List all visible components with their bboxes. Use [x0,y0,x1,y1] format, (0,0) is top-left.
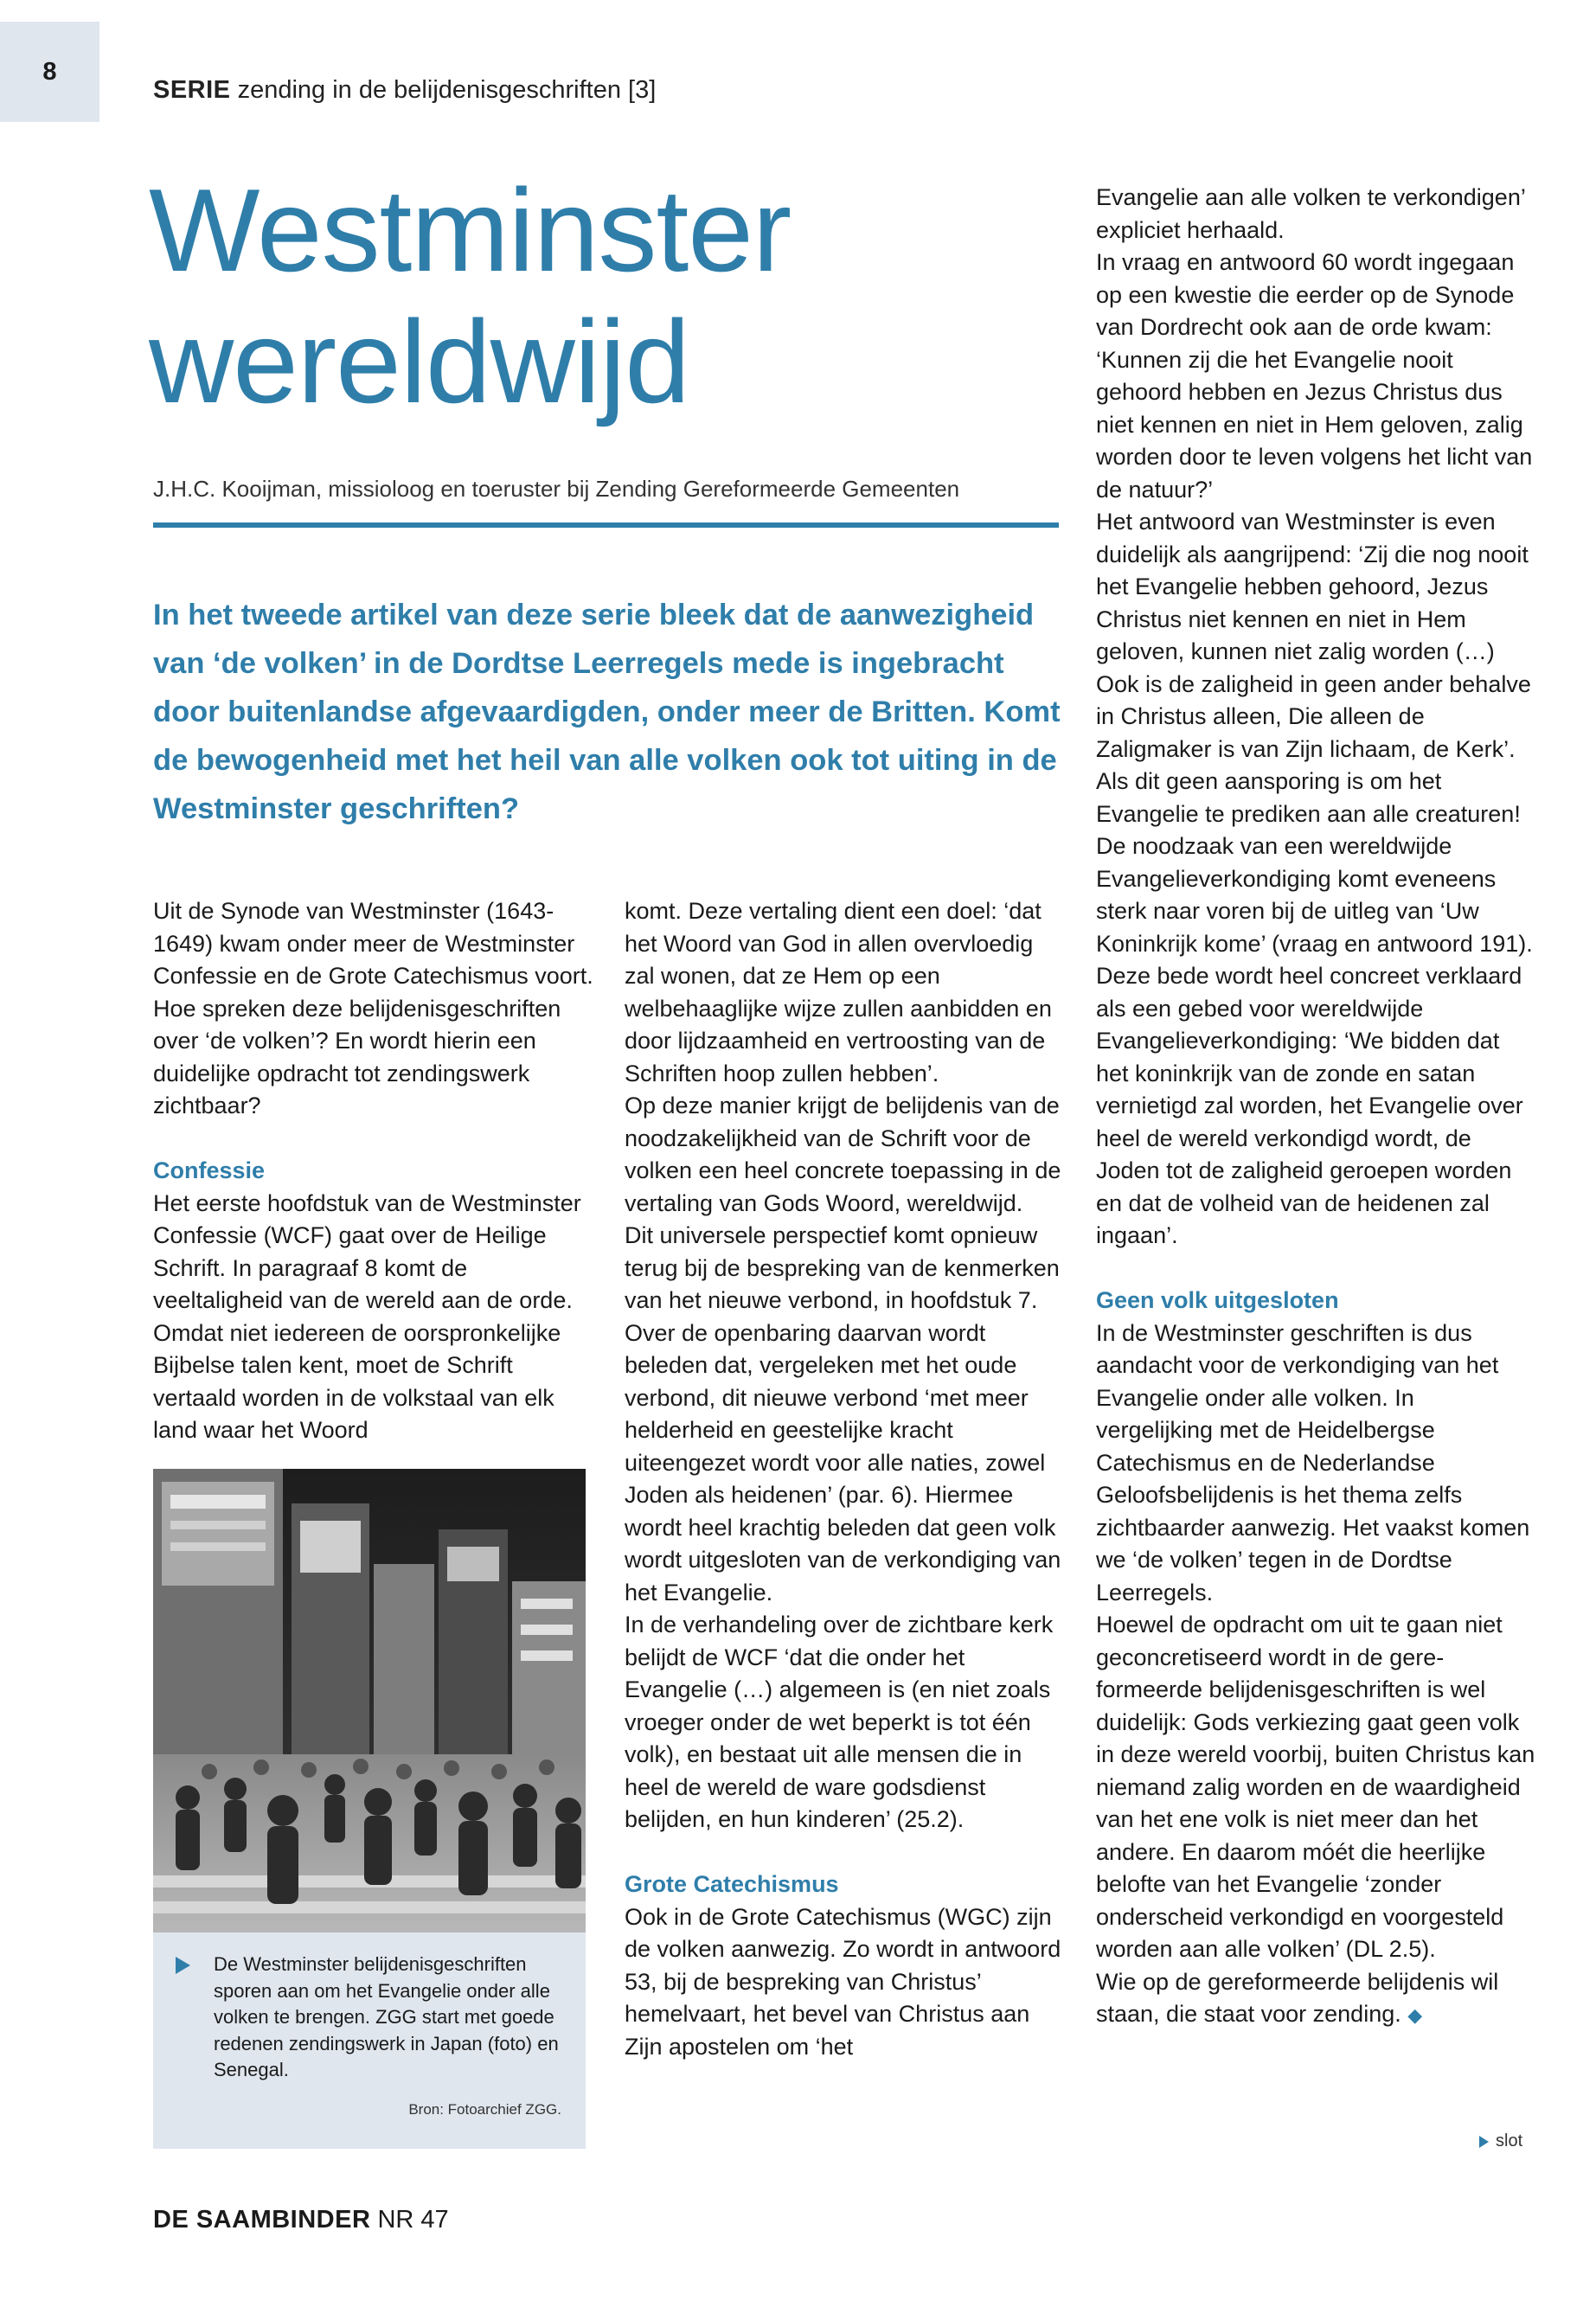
article-title [149,164,1066,427]
photo-caption-box [153,1932,586,2149]
paragraph: Ook in de Grote Catechismus (WGC) zijn de volken aanwezig. Zo wordt in antwoord 53, bij de bespreking van Christus’ hemelvaart, het bevel van Christus aan Zijn apostelen om ‘het [625,1903,1061,2060]
paragraph: In de verhandeling over de zichtbare kerk belijdt de WCF ‘dat die onder het Evangelie (…) algemeen is (en niet zoals vroeger onder de wet beperkt is tot één volk), en bestaat uit alle mensen die in heel de wereld de ware godsdienst belijden, en hun kinderen’ (25.2). [625,1612,1054,1832]
intro-paragraph: Uit de Synode van Westminster (1643-1649) kwam onder meer de Westminster Confessie en de Grote Catechismus voort. Hoe spreken deze belijdenisgeschriften over ‘de volken’? En wordt hierin een duidelijke opdracht tot zendingswerk zichtbaar? [153,898,593,1118]
photo-caption: De Westminster belijdenisgeschriften sporen aan om het Evangelie onder alle volken te brengen. ZGG start met goede redenen zendingswerk in Japan (foto) en Senegal. [214,1953,559,2080]
section-heading-catechismus: Grote Catechismus [625,1871,839,1897]
title-line-2: wereldwijd [149,296,689,427]
continuation-label: slot [1496,2131,1523,2150]
issue-number: NR 47 [377,2206,449,2234]
continuation-arrow-icon [1479,2136,1489,2148]
paragraph: Evangelie aan alle volken te verkondigen’ expliciet herhaald. [1096,184,1525,243]
page-number: 8 [0,22,99,122]
photo-image [153,1469,586,1932]
section-heading-confessie: Confessie [153,1157,266,1183]
footer [153,2206,449,2234]
continuation-marker [1479,2131,1522,2151]
photo-credit: Bron: Fotoarchief ZGG. [408,2101,561,2118]
end-mark-icon: ◆ [1407,2004,1423,2026]
lead-paragraph: In het tweede artikel van deze serie bleek dat de aanwezigheid van ‘de volken’ in de Dordtse Leerregels mede is ingebracht door buitenlandse afgevaardigden, onder meer de Britten. Komt de bewogenheid met het heil van alle volken ook tot uiting in de Westminster geschriften? [153,599,1061,825]
magazine-name: DE SAAMBINDER [153,2206,371,2234]
paragraph: In vraag en antwoord 60 wordt ingegaan op een kwestie die eerder op de Synode van Dordrecht ook aan de orde kwam: ‘Kunnen zij die het Evangelie nooit gehoord hebben en Jezus Christus dus niet kennen en niet in Hem geloven, zalig worden door te leven volgens het licht van de natuur?’ [1096,249,1533,503]
section-heading-geen-volk: Geen volk uitgesloten [1096,1287,1339,1313]
paragraph: Hoewel de opdracht om uit te gaan niet geconcretiseerd wordt in de gereformeerde belijdenisgeschriften is wel duidelijk: Gods verkiezing gaat geen volk in deze wereld voorbij, buiten Christus kan niemand zalig worden en de waardigheid van het ene volk is niet meer dan het andere. En daarom móét die heerlijke belofte van het Evangelie ‘zonder onderscheid verkondigd en voorgesteld worden aan alle volken’ (DL 2.5). [1096,1612,1535,1962]
photo-japan-street [153,1469,586,1932]
paragraph: Dit universele perspectief komt opnieuw terug bij de bespreking van de kenmerken van het nieuwe verbond, in hoofdstuk 7. Over de openbaring daarvan wordt beleden dat, vergeleken met het oude verbond, dit nieuwe verbond ‘met meer helderheid en geestelijke kracht uiteengezet wordt voor alle naties, zowel Joden als heidenen’ (par. 6). Hiermee wordt heel krachtig beleden dat geen volk wordt uitgesloten van de verkondiging van het Evangelie. [625,1222,1061,1606]
paragraph: De noodzaak van een wereldwijde Evangelieverkondiging komt eveneens sterk naar voren bij de uitleg van ‘Uw Koninkrijk kome’ (vraag en antwoord 191). Deze bede wordt heel concreet verklaard als een gebed voor wereldwijde Evangelieverkondiging: ‘We bidden dat het koninkrijk van de zonde en satan vernietigd zal worden, het Evangelie over heel de wereld verkondigd wordt, de Joden tot de zaligheid geroepen worden en dat de volheid van de heidenen zal ingaan’. [1096,833,1533,1248]
closing-paragraph [1096,1966,1537,2032]
column-3 [1096,182,1537,2032]
caption-arrow-icon [176,1957,190,1974]
column-1 [153,895,594,1447]
paragraph: komt. Deze vertaling dient een doel: ‘dat het Woord van God in allen overvloedig zal wonen, dat ze Hem op een welbehaaglijke wijze zullen aanbidden en door lijdzaamheid en vertroosting van de Schriften hoop zullen hebben’. [625,898,1052,1086]
title-line-1: Westminster [149,164,792,296]
series-label: SERIE [153,76,231,104]
paragraph: Op deze manier krijgt de belijdenis van de noodzakelijkheid van de Schrift voor de volken een heel concrete toepassing in de vertaling van Gods Woord, wereldwijd. [625,1093,1061,1216]
paragraph: Het eerste hoofdstuk van de Westminster Confessie (WCF) gaat over de Heilige Schrift. In paragraaf 8 komt de veeltaligheid van de wereld aan de orde. Omdat niet iedereen de oorspronkelijke Bijbelse talen kent, moet de Schrift vertaald worden in de volkstaal van elk land waar het Woord [153,1189,581,1443]
column-2 [625,895,1066,2063]
series-header [153,76,656,105]
paragraph: Het antwoord van Westminster is even duidelijk als aangrijpend: ‘Zij die nog nooit het Evangelie hebben gehoord, Jezus Christus niet kennen en niet in Hem geloven, kunnen niet zalig worden (…) Ook is de zaligheid in geen ander behalve in Christus alleen, Die alleen de Zaligmaker is van Zijn lichaam, de Kerk’. Als dit geen aansporing is om het Evangelie te prediken aan alle creaturen! [1096,509,1531,827]
series-title: zending in de belijdenisgeschriften [3] [237,76,657,104]
closing-text: Wie op de gereformeerde belijdenis wil staan, die staat voor zending. [1096,1968,1499,2027]
byline: J.H.C. Kooijman, missioloog en toeruster bij Zending Gereformeerde Gemeenten [153,476,960,502]
paragraph: In de Westminster geschriften is dus aandacht voor de verkondiging van het Evangelie onder alle volken. In vergelijking met de Heidelbergse Catechismus en de Nederlandse Geloofsbelijdenis is het thema zelfs zichtbaarder aanwezig. Het vaakst komen we ‘de volken’ tegen in de Dordtse Leerregels. [1096,1319,1530,1606]
title-divider [153,522,1059,528]
